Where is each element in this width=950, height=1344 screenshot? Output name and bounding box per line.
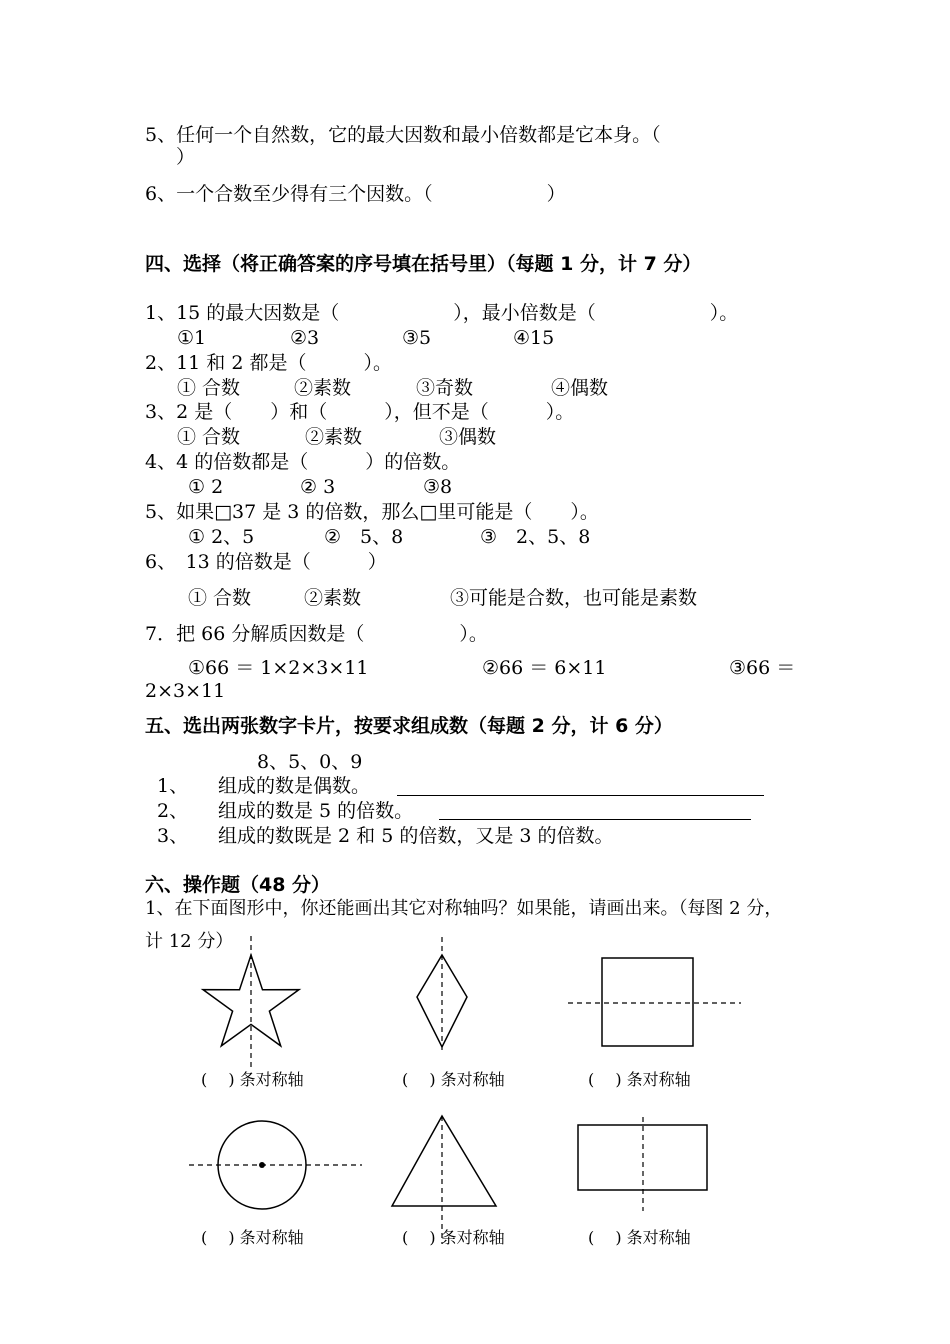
figure-caption: ( ) 条对称轴 xyxy=(402,1228,505,1247)
choice-q4-option: ③8 xyxy=(423,476,453,498)
figure-caption: ( ) 条对称轴 xyxy=(201,1228,304,1247)
choice-q5-option: ① 2、5 xyxy=(188,526,255,548)
choice-q1-option: ③5 xyxy=(402,327,432,349)
true-false-q6: 6、一个合数至少得有三个因数。（ ） xyxy=(145,183,566,205)
choice-q5-option: ③ 2、5、8 xyxy=(480,526,591,548)
choice-q3-option: ③偶数 xyxy=(439,426,497,448)
compose-item-text: 组成的数是偶数。 xyxy=(218,775,371,797)
compose-item-number: 1、 xyxy=(157,775,189,797)
choice-q4-option: ① 2 xyxy=(188,476,224,498)
star-figure xyxy=(195,930,310,1075)
figure-caption: ( ) 条对称轴 xyxy=(588,1070,691,1089)
choice-q7-option-continued: 2×3×11 xyxy=(145,680,226,702)
choice-q2-option: ③奇数 xyxy=(416,377,474,399)
choice-q7-stem: 7．把 66 分解质因数是（ ）。 xyxy=(145,623,488,645)
answer-line[interactable] xyxy=(439,819,751,820)
compose-item-text: 组成的数既是 2 和 5 的倍数，又是 3 的倍数。 xyxy=(218,825,614,847)
choice-q4-option: ② 3 xyxy=(300,476,336,498)
digit-cards: 8、5、0、9 xyxy=(257,751,363,773)
choice-q6-stem: 6、 13 的倍数是（ ） xyxy=(145,551,387,573)
true-false-q5-bracket: ） xyxy=(176,146,196,168)
choice-q6-option: ②素数 xyxy=(304,587,362,609)
choice-q7-option: ②66 ＝ 6×11 xyxy=(482,657,607,679)
choice-q7-option: ③66 ＝ xyxy=(729,657,796,679)
answer-line[interactable] xyxy=(397,795,764,796)
circle-figure xyxy=(185,1115,365,1215)
section5-heading: 五、选出两张数字卡片，按要求组成数（每题 2 分，计 6 分） xyxy=(145,715,673,737)
true-false-q5: 5、任何一个自然数，它的最大因数和最小倍数都是它本身。（ xyxy=(145,124,661,146)
choice-q2-option: ① 合数 xyxy=(177,377,241,399)
choice-q2-stem: 2、11 和 2 都是（ ）。 xyxy=(145,352,392,374)
choice-q4-stem: 4、4 的倍数都是（ ）的倍数。 xyxy=(145,451,461,473)
rhombus-figure xyxy=(410,935,475,1055)
choice-q1-option: ④15 xyxy=(513,327,555,349)
figure-caption: ( ) 条对称轴 xyxy=(588,1228,691,1247)
choice-q5-option: ② 5、8 xyxy=(324,526,404,548)
choice-q6-option: ③可能是合数，也可能是素数 xyxy=(450,587,698,609)
choice-q2-option: ④偶数 xyxy=(551,377,609,399)
compose-item-number: 2、 xyxy=(157,800,189,822)
choice-q1-stem: 1、15 的最大因数是（ ），最小倍数是（ ）。 xyxy=(145,302,739,324)
choice-q3-stem: 3、2 是（ ）和（ ），但不是（ ）。 xyxy=(145,401,575,423)
square-figure xyxy=(565,955,745,1050)
compose-item-number: 3、 xyxy=(157,825,189,847)
figure-caption: ( ) 条对称轴 xyxy=(402,1070,505,1089)
rectangle-figure xyxy=(573,1115,713,1215)
choice-q3-option: ① 合数 xyxy=(177,426,241,448)
choice-q1-option: ②3 xyxy=(290,327,320,349)
operation-q1-line2: 计 12 分） xyxy=(145,931,234,952)
choice-q7-option: ①66 ＝ 1×2×3×11 xyxy=(188,657,369,679)
compose-item-text: 组成的数是 5 的倍数。 xyxy=(218,800,414,822)
figure-caption: ( ) 条对称轴 xyxy=(201,1070,304,1089)
operation-q1-line1: 1、在下面图形中，你还能画出其它对称轴吗？如果能，请画出来。（每图 2 分， xyxy=(145,898,783,919)
choice-q1-option: ①1 xyxy=(177,327,207,349)
choice-q3-option: ②素数 xyxy=(305,426,363,448)
section6-heading: 六、操作题（48 分） xyxy=(145,874,331,896)
section4-heading: 四、选择（将正确答案的序号填在括号里）（每题 1 分，计 7 分） xyxy=(145,253,702,275)
choice-q2-option: ②素数 xyxy=(294,377,352,399)
choice-q5-stem: 5、如果□37 是 3 的倍数，那么□里可能是（ ）。 xyxy=(145,501,599,523)
choice-q6-option: ① 合数 xyxy=(188,587,252,609)
